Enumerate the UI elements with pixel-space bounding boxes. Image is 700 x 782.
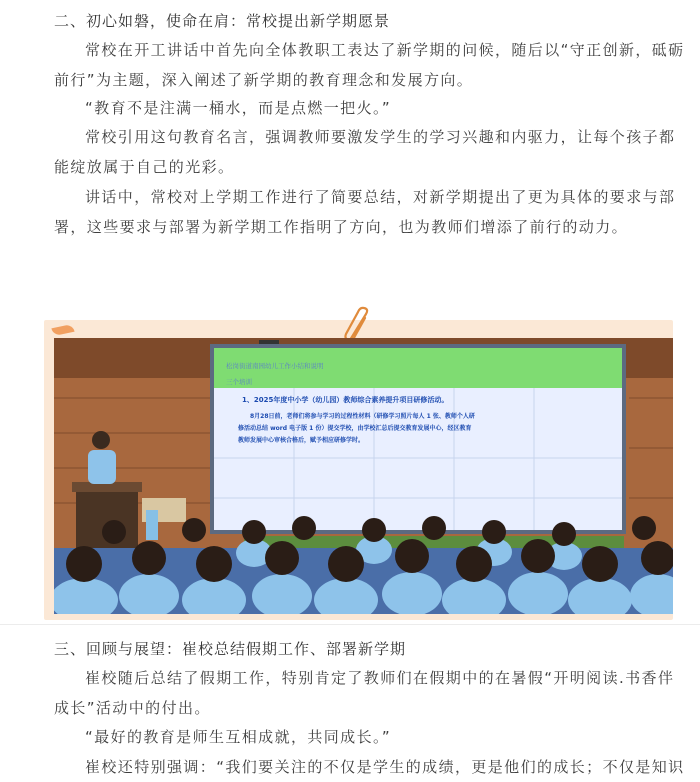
- divider: [0, 624, 700, 625]
- meeting-photo: [54, 338, 673, 614]
- text-line: 讲话中，常校对上学期工作进行了简要总结，对新学期提出了更为具体的要求与部: [85, 188, 676, 206]
- section-heading: 二、初心如磐，使命在肩：常校提出新学期愿景: [54, 12, 391, 30]
- text-line: 常校引用这句教育名言，强调教师要激发学生的学习兴趣和内驱力，让每个孩子都: [85, 128, 676, 146]
- text-line: 成长”活动中的付出。: [54, 699, 211, 717]
- screen-body-line: 8月28日前，老师们将参与学习的过程性材料（研修学习照片每人 1 张、教师个人研: [250, 413, 475, 420]
- quote: “教育不是注满一桶水，而是点燃一把火。”: [85, 99, 392, 117]
- screen-body-line: 修活动总结 word 电子版 1 份）提交学校，由学校汇总后提交教育发展中心，经区教育: [238, 425, 472, 432]
- paragraph: [54, 122, 676, 182]
- text-line: 崔校还特别强调：“我们要关注的不仅是学生的成绩，更是他们的成长；不仅是知识: [85, 758, 685, 776]
- paragraph: [54, 663, 675, 723]
- paragraph: [54, 182, 676, 242]
- paragraph: [54, 752, 685, 782]
- text-line: 前行”为主题，深入阐述了新学期的教育理念和发展方向。: [54, 71, 474, 89]
- screen-item: 1、2025年度中小学（幼儿园）教师综合素养提升项目研修活动。: [242, 396, 449, 404]
- screen-subheading: 三个培训: [226, 378, 252, 386]
- quote: “最好的教育是师生互相成就，共同成长。”: [85, 728, 392, 746]
- text-line: 能绽放属于自己的光彩。: [54, 158, 235, 176]
- text-line: 崔校随后总结了假期工作，特别肯定了教师们在假期中的在暑假“开明阅读.书香伴: [85, 669, 675, 687]
- text-line: 常校在开工讲话中首先向全体教职工表达了新学期的问候，随后以“守正创新，砥砺: [85, 41, 685, 59]
- screen-heading: 松岗街道南园幼儿工作小结和说明: [226, 362, 324, 370]
- paragraph: [54, 35, 685, 95]
- section-heading: 三、回顾与展望：崔校总结假期工作、部署新学期: [54, 640, 407, 658]
- screen-body-line: 教师发展中心审核合格后，赋予相应研修学时。: [238, 437, 365, 444]
- text-line: 署，这些要求与部署为新学期工作指明了方向，也为教师们增添了前行的动力。: [54, 218, 629, 236]
